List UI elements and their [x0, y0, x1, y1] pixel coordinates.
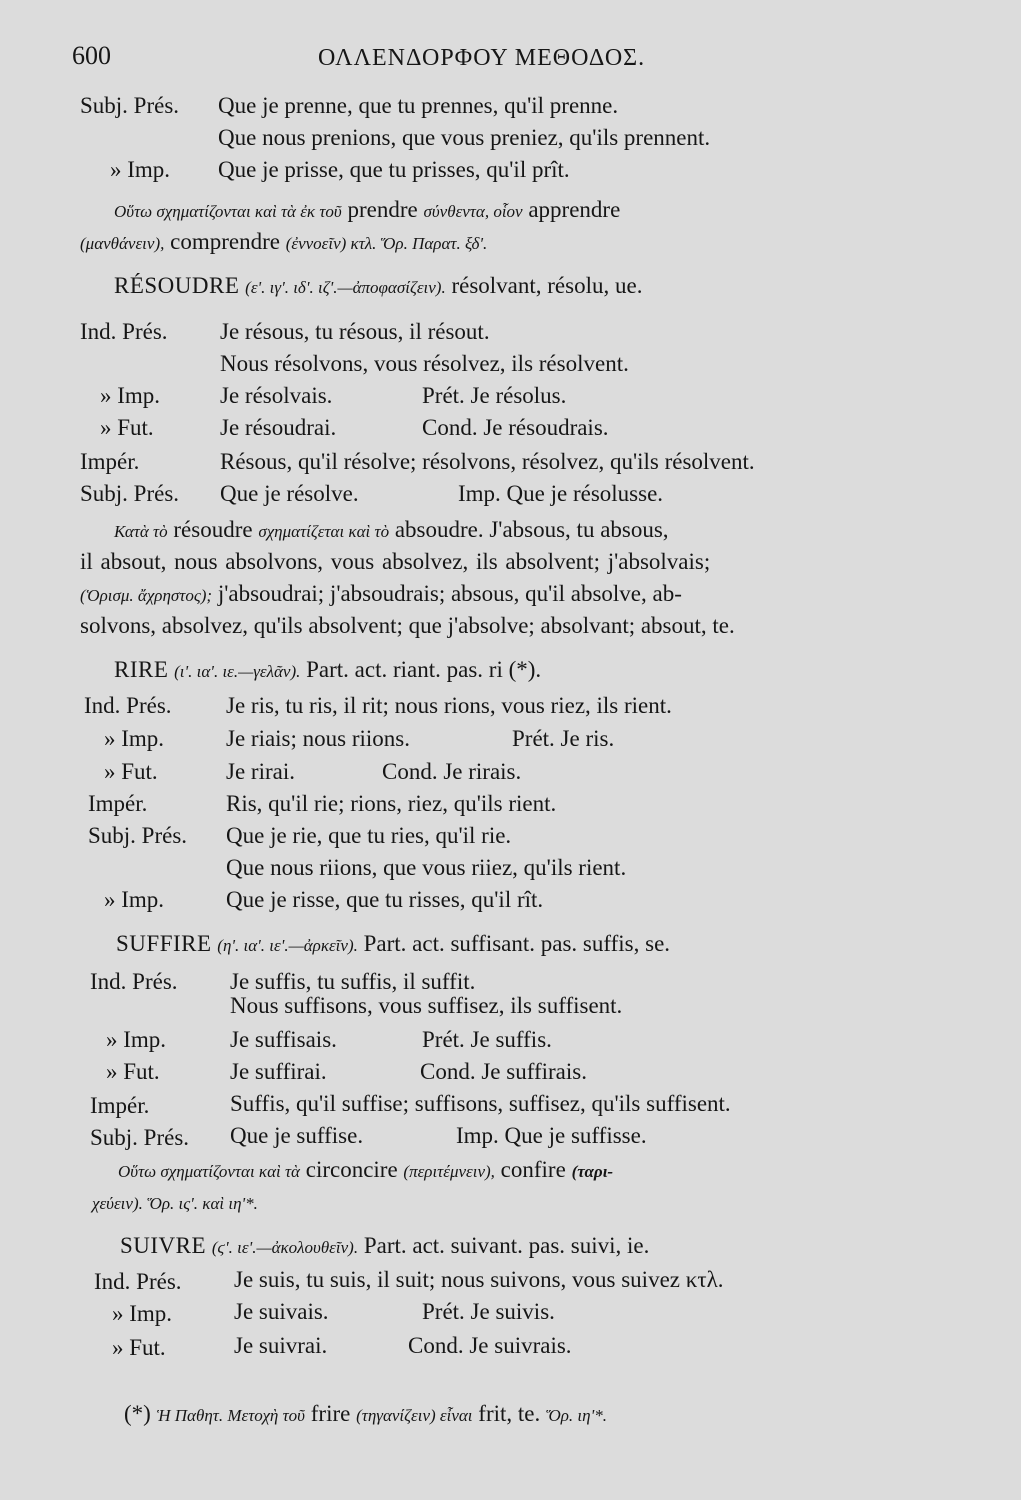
- greek-text: (μανθάνειν),: [80, 234, 165, 253]
- page-number: 600: [72, 41, 111, 70]
- french-term: résoudre: [173, 517, 253, 542]
- rire-imper-label: Impér.: [88, 791, 148, 816]
- verb-forms: Part. act. riant. pas. ri (*).: [306, 657, 542, 682]
- prendre-subj-imp-label: » Imp.: [110, 157, 171, 182]
- suffire-note-line-2: [92, 1188, 258, 1218]
- prendre-note-line-2: [80, 228, 487, 258]
- prendre-subj-1: Que je prenne, que tu prennes, qu'il prenne.: [218, 93, 619, 118]
- prendre-subj-label: Subj. Prés.: [80, 93, 180, 118]
- suivre-heading: [120, 1232, 649, 1262]
- french-term: frit, te.: [478, 1401, 541, 1426]
- verb-forms: Part. act. suivant. pas. suivi, ie.: [363, 1233, 650, 1258]
- suffire-fut: Je suffirai.: [230, 1059, 327, 1084]
- greek-text: (ταρι-: [571, 1162, 614, 1181]
- resoudre-imp: Je résolvais.: [220, 383, 333, 408]
- greek-text: Κατὰ τὸ: [114, 522, 168, 541]
- resoudre-fut-label: » Fut.: [100, 415, 154, 440]
- suffire-subj-label: Subj. Prés.: [90, 1125, 190, 1150]
- greek-text: (ε'. ιγ'. ιδ'. ιζ'.—ἀποφασίζειν).: [245, 278, 446, 297]
- suivre-fut-label: » Fut.: [112, 1335, 166, 1360]
- resoudre-fut: Je résoudrai.: [220, 415, 337, 440]
- rire-ind: Je ris, tu ris, il rit; nous rions, vous riez, ils rient.: [226, 693, 672, 718]
- rire-imp: Je riais; nous riions.: [226, 726, 410, 751]
- greek-text: (περιτέμνειν),: [403, 1162, 495, 1181]
- suivre-imp: Je suivais.: [234, 1299, 329, 1324]
- greek-text: (ἐννοεῖν) κτλ. Ὅρ. Παρατ. ξδ'.: [285, 234, 488, 253]
- french-term: absoudre. J'absous, tu absous,: [394, 517, 669, 542]
- verb-heading: SUFFIRE: [116, 931, 212, 956]
- suffire-subj: Que je suffise.: [230, 1123, 364, 1148]
- resoudre-pret: Prét. Je résolus.: [422, 383, 567, 408]
- suffire-note-line-1: [118, 1156, 613, 1186]
- suivre-cond: Cond. Je suivrais.: [408, 1333, 572, 1358]
- suffire-ind-2: Nous suffisons, vous suffisez, ils suffisent.: [230, 993, 623, 1018]
- rire-subj-imp: Que je risse, que tu risses, qu'il rît.: [226, 887, 544, 912]
- greek-text: (τηγανίζειν) εἶναι: [356, 1406, 473, 1425]
- suffire-imp: Je suffisais.: [230, 1027, 337, 1052]
- rire-fut-label: » Fut.: [104, 759, 158, 784]
- suivre-imp-label: » Imp.: [112, 1301, 173, 1326]
- footnote-marker: (*): [124, 1401, 151, 1426]
- greek-text: Οὕτω σχηματίζονται καὶ τὰ: [118, 1162, 300, 1181]
- suffire-imper-label: Impér.: [90, 1093, 150, 1118]
- greek-text: Ὅρ. ιη'*.: [545, 1406, 607, 1425]
- suivre-ind: Je suis, tu suis, il suit; nous suivons, vous suivez κτλ.: [234, 1267, 724, 1292]
- greek-text: (η'. ια'. ιε'.—ἀρκεῖν).: [217, 936, 358, 955]
- resoudre-imper: Résous, qu'il résolve; résolvons, résolvez, qu'ils résolvent.: [220, 449, 755, 474]
- suffire-imp-label: » Imp.: [106, 1027, 167, 1052]
- suffire-fut-label: » Fut.: [106, 1059, 160, 1084]
- prendre-subj-imp: Que je prisse, que tu prisses, qu'il prît.: [218, 157, 570, 182]
- suffire-heading: [116, 930, 670, 960]
- resoudre-imper-label: Impér.: [80, 449, 140, 474]
- greek-text: (Ὁρισμ. ἄχρηστος);: [80, 586, 213, 605]
- resoudre-subj-label: Subj. Prés.: [80, 481, 180, 506]
- suffire-cond: Cond. Je suffirais.: [420, 1059, 587, 1084]
- verb-heading: RIRE: [114, 657, 169, 682]
- rire-fut: Je rirai.: [226, 759, 295, 784]
- rire-subj-1: Que je rie, que tu ries, qu'il rie.: [226, 823, 512, 848]
- resoudre-cond: Cond. Je résoudrais.: [422, 415, 609, 440]
- greek-text: σύνθεντα, οἷον: [423, 202, 523, 221]
- prendre-note-line-1: [114, 196, 620, 226]
- rire-subj-2: Que nous riions, que vous riiez, qu'ils rient.: [226, 855, 627, 880]
- resoudre-ind-2: Nous résolvons, vous résolvez, ils résolvent.: [220, 351, 629, 376]
- french-term: prendre: [347, 197, 418, 222]
- greek-text: (ι'. ια'. ιε.—γελᾶν).: [174, 662, 301, 681]
- greek-text: χεύειν). Ὅρ. ις'. καὶ ιη'*.: [92, 1194, 258, 1213]
- footnote: [124, 1400, 607, 1430]
- greek-text: σχηματίζεται καὶ τὸ: [258, 522, 390, 541]
- suffire-ind-label: Ind. Prés.: [90, 969, 178, 994]
- resoudre-heading: [114, 272, 642, 302]
- suffire-imper: Suffis, qu'il suffise; suffisons, suffisez, qu'ils suffisent.: [230, 1091, 731, 1116]
- rire-subj-imp-label: » Imp.: [104, 887, 165, 912]
- verb-heading: RÉSOUDRE: [114, 273, 240, 298]
- prendre-subj-2: Que nous prenions, que vous preniez, qu'ils prennent.: [218, 125, 711, 150]
- suivre-fut: Je suivrai.: [234, 1333, 328, 1358]
- resoudre-ind-1: Je résous, tu résous, il résout.: [220, 319, 490, 344]
- french-term: frire: [310, 1401, 351, 1426]
- rire-subj-label: Subj. Prés.: [88, 823, 188, 848]
- suffire-pret: Prét. Je suffis.: [422, 1027, 552, 1052]
- greek-text: (ϛ'. ιε'.—ἀκολουθεῖν).: [211, 1238, 359, 1257]
- suivre-pret: Prét. Je suivis.: [422, 1299, 555, 1324]
- greek-text: Ἡ Παθητ. Μετοχὴ τοῦ: [156, 1406, 305, 1425]
- verb-forms: Part. act. suffisant. pas. suffis, se.: [363, 931, 671, 956]
- rire-ind-label: Ind. Prés.: [84, 693, 172, 718]
- french-term: circoncire: [305, 1157, 398, 1182]
- resoudre-subj: Que je résolve.: [220, 481, 359, 506]
- french-text: j'absoudrai; j'absoudrais; absous, qu'il absolve, ab-: [217, 581, 682, 606]
- resoudre-ind-label: Ind. Prés.: [80, 319, 168, 344]
- french-term: apprendre: [528, 197, 621, 222]
- greek-text: Οὕτω σχηματίζονται καὶ τὰ ἐκ τοῦ: [114, 202, 342, 221]
- rire-cond: Cond. Je rirais.: [382, 759, 522, 784]
- rire-pret: Prét. Je ris.: [512, 726, 615, 751]
- french-term: confire: [500, 1157, 566, 1182]
- rire-imper: Ris, qu'il rie; rions, riez, qu'ils rient.: [226, 791, 557, 816]
- verb-heading: SUIVRE: [120, 1233, 207, 1258]
- verb-forms: résolvant, résolu, ue.: [451, 273, 643, 298]
- resoudre-note-line-1: [114, 516, 669, 546]
- rire-imp-label: » Imp.: [104, 726, 165, 751]
- french-term: comprendre: [170, 229, 280, 254]
- resoudre-imp-label: » Imp.: [100, 383, 161, 408]
- resoudre-note-line-3: [80, 580, 682, 610]
- page-title: ΟΛΛΕΝΔΟΡΦΟΥ ΜΕΘΟΔΟΣ.: [318, 45, 646, 71]
- suffire-subj-imp: Imp. Que je suffisse.: [456, 1123, 647, 1148]
- rire-heading: [114, 656, 541, 686]
- resoudre-note-line-4: solvons, absolvez, qu'ils absolvent; que j'absolve; absolvant; absout, te.: [80, 613, 735, 638]
- suivre-ind-label: Ind. Prés.: [94, 1269, 182, 1294]
- suffire-ind-1: Je suffis, tu suffis, il suffit.: [230, 969, 476, 994]
- resoudre-note-line-2: il absout, nous absolvons, vous absolvez, ils absolvent; j'absolvais;: [80, 549, 711, 574]
- resoudre-subj-imp: Imp. Que je résolusse.: [458, 481, 664, 506]
